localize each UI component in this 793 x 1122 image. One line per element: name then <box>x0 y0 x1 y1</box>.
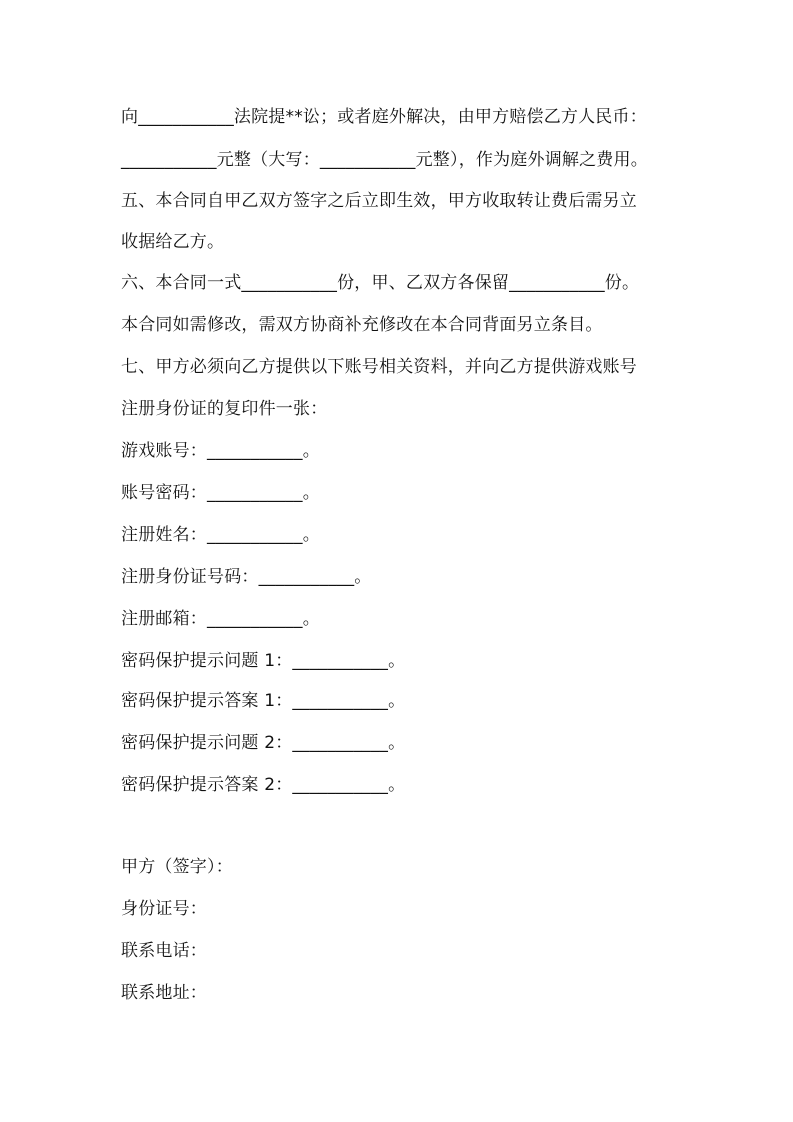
clause-text-line: 向___________法院提**讼；或者庭外解决，由甲方赔偿乙方人民币： <box>121 107 647 127</box>
id-number-label: 身份证号： <box>121 899 207 919</box>
clause-seven-line: 注册身份证的复印件一张： <box>121 399 328 419</box>
clause-five-line: 五、本合同自甲乙双方签字之后立即生效，甲方收取转让费后需另立 <box>121 191 637 211</box>
clause-six-line: 六、本合同一式___________份，甲、乙双方各保留___________份。 <box>121 273 640 293</box>
security-answer-1-field: 密码保护提示答案 1：___________。 <box>121 691 406 711</box>
clause-seven-line: 七、甲方必须向乙方提供以下账号相关资料，并向乙方提供游戏账号 <box>121 357 637 377</box>
registered-name-field: 注册姓名：___________。 <box>121 525 320 545</box>
contact-address-label: 联系地址： <box>121 983 207 1003</box>
registered-email-field: 注册邮箱：___________。 <box>121 609 320 629</box>
security-question-2-field: 密码保护提示问题 2：___________。 <box>121 733 406 753</box>
registered-id-field: 注册身份证号码：___________。 <box>121 567 372 587</box>
game-account-field: 游戏账号：___________。 <box>121 441 320 461</box>
clause-text-line: ___________元整（大写：___________元整），作为庭外调解之费用。 <box>121 150 648 170</box>
account-password-field: 账号密码：___________。 <box>121 483 320 503</box>
security-answer-2-field: 密码保护提示答案 2：___________。 <box>121 775 406 795</box>
contact-phone-label: 联系电话： <box>121 941 207 961</box>
security-question-1-field: 密码保护提示问题 1：___________。 <box>121 651 406 671</box>
party-a-signature-label: 甲方（签字）： <box>121 857 233 877</box>
clause-five-line: 收据给乙方。 <box>121 232 225 252</box>
clause-six-line: 本合同如需修改，需双方协商补充修改在本合同背面另立条目。 <box>121 315 603 335</box>
